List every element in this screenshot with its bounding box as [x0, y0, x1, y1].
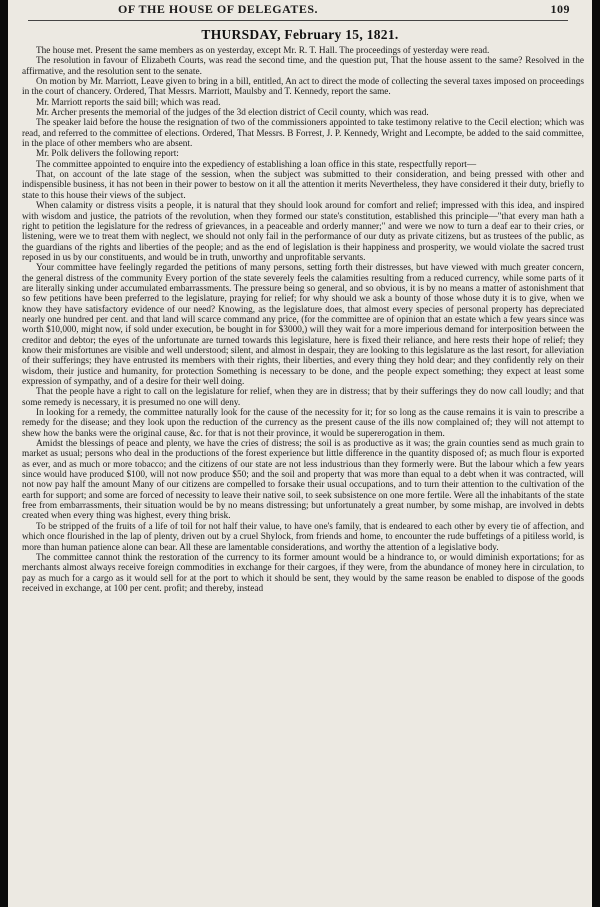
page-number: 109: [550, 2, 570, 16]
paragraph: When calamity or distress visits a people, it is natural that they should look around for comfort and relief; impressed with this idea, and inspired with wisdom and justice, the patriots of the revolution, when they formed our state's constitution, established this principle—"that every man hath a right to petition the legislature for the redress of grievances, in a peaceable and orderly manner;" and were we now to turn a deaf ear to their cries, or listening, were we to treat them with neglect, we should not only fail in the performance of our duty as private citizens, but as trustees of the public, as the guardians of the rights and liberties of the people; and as the end of legislation is their happiness and prosperity, we would violate the sacred trust reposed in us by our constituents, and would be in truth, unworthy and unprofitable servants.: [22, 201, 584, 263]
paragraph: Mr. Archer presents the memorial of the judges of the 3d election district of Cecil county, which was read.: [36, 108, 429, 119]
paragraph: To be stripped of the fruits of a life of toil for not half their value, to have one's family, that is endeared to each other by every tie of affection, and which once flourished in the lap of plenty, driven out by a cruel Shylock, from friends and home, to encounter the rude buffetings of a pitiless world, is more than human patience alone can bear. All these are lamentable considerations, and worthy the attention of a legislative body.: [22, 521, 584, 553]
paragraph: The committee appointed to enquire into the expediency of establishing a loan office in this state, respectfully report—: [36, 159, 477, 170]
running-head: OF THE HOUSE OF DELEGATES.: [118, 2, 319, 16]
paragraph: The speaker laid before the house the resignation of two of the commissioners appointed to take testimony relative to the Cecil election; which was read, and referred to the committee of elections. Ordered, That Messrs. B Forrest, J. P. Kennedy, Wright and Lecompte, be added to the said committee, in the place of other members who are absent.: [22, 118, 584, 150]
paragraph: The house met. Present the same members as on yesterday, except Mr. R. T. Hall. The proceedings of yesterday were read.: [36, 46, 490, 56]
paragraph: The committee cannot think the restoration of the currency to its former amount would be a hindrance to, or would diminish exportations; for as merchants almost always receive foreign commodities in exchange for their cargoes, if they were, from the abundance of money here in circulation, to pay as much for a cargo as it would sell for at the port to which it should be sent, they would by the same reason be enabled to dispose of the goods received in exchange, at 100 per cent. profit; and thereby, instead: [22, 552, 584, 594]
paragraph: That, on account of the late stage of the session, when the subject was submitted to their consideration, and being pressed with other and indispensible business, it has not been in their power to bestow on it all the attention it merits Nevertheless, they have considered it their duty, briefly to state to this house their views of the subject.: [22, 170, 584, 201]
paragraph: Mr. Marriott reports the said bill; which was read.: [36, 97, 221, 108]
paragraph: In looking for a remedy, the committee naturally look for the cause of the necessity for it; for so long as the cause remains it is vain to prescribe a remedy for the disease; and they look upon the reduction of the currency as the present cause of the ills now complained of; they will not attempt to shew how the banks were the original cause, &c. for that is not their province, it would be supererogation in them.: [22, 408, 584, 439]
date-heading: THURSDAY, February 15, 1821.: [201, 27, 399, 42]
paragraph: Your committee have feelingly regarded the petitions of many persons, setting forth their distresses, but have viewed with much greater concern, the general distress of the community Every portion of the state severely feels the calamities resulting from a reduced currency, while some parts of it are literally sinking under accumulated embarrassments. The pressure being so general, and so obvious, it is by no means a matter of astonishment that so few petitions have been preferred to the legislature, praying for relief; for why should we ask a bounty of those whose duty it is to give, when we know they have satisfactory evidence of our need? Knowing, as the legislature does, that almost every species of personal property has depreciated nearly one hundred per cent. and that land will scarce command any price, (for the committee are of opinion that an estate which a few years since was worth $10,000, might now, if sold under execution, be bought in for $3000,) will they wait for a more imperious demand for interposition between the creditor and debtor; the eyes of the unfortunate are turned towards this legislature, here is fixed their reliance, and here rests their hope of relief; they know their misfortunes are visible and well understood; silent, and almost in despair, they are looking to this legislature as the last resort, for alleviation of their sufferings; they have entrusted its members with their rights, their liberties, and every thing they hold dear; and they confidently rely on their wisdom, their justice and humanity, for protection Something is necessary to be done, and the people expect something; they expect at least some expression of sympathy, and of a desire for their well doing.: [22, 263, 584, 387]
paragraph: That the people have a right to call on the legislature for relief, when they are in distress; that by their sufferings they do now call loudly; and that some remedy is necessary, it is presumed no one will deny.: [22, 387, 584, 408]
page-header: [8, 2, 592, 18]
header-rule: [28, 20, 568, 21]
body-text: [22, 46, 584, 594]
paragraph: Mr. Polk delivers the following report:: [36, 149, 179, 160]
paragraph: On motion by Mr. Marriott, Leave given to bring in a bill, entitled, An act to direct the mode of collecting the several taxes imposed on proceedings in the court of chancery. Ordered, That Messrs. Marriott, Maulsby and T. Kennedy, report the same.: [22, 77, 584, 98]
document-page: [8, 0, 592, 907]
paragraph: The resolution in favour of Elizabeth Courts, was read the second time, and the question put, That the house assent to the same? Resolved in the affirmative, and the resolution sent to the senate.: [22, 56, 584, 77]
paragraph: Amidst the blessings of peace and plenty, we have the cries of distress; the soil is as productive as it was; the grain counties send as much grain to market as usual; persons who deal in the productions of the forest experience but little difference in the quantity disposed of; as much flour is exported as ever, and as much or more tobacco; and the citizens of our state are not less industrious than they formerly were. But the labour which a few years since would have produced $100, will not now produce $50; and the soil and property that was more than equal to a debt when it was contracted, will not now pay half the amount Many of our citizens are compelled to forsake their usual occupations, and to turn their attention to the cultivation of the earth for support; and some are forced of necessity to leave their native soil, to seek subsistence on one more fertile. Were all the inhabitants of the state free from embarrassments, their situation would be by no means distressing; but unfortunately a great number, by some mishap, are involved in debts created when every thing was highest, every thing brisk.: [22, 439, 584, 522]
